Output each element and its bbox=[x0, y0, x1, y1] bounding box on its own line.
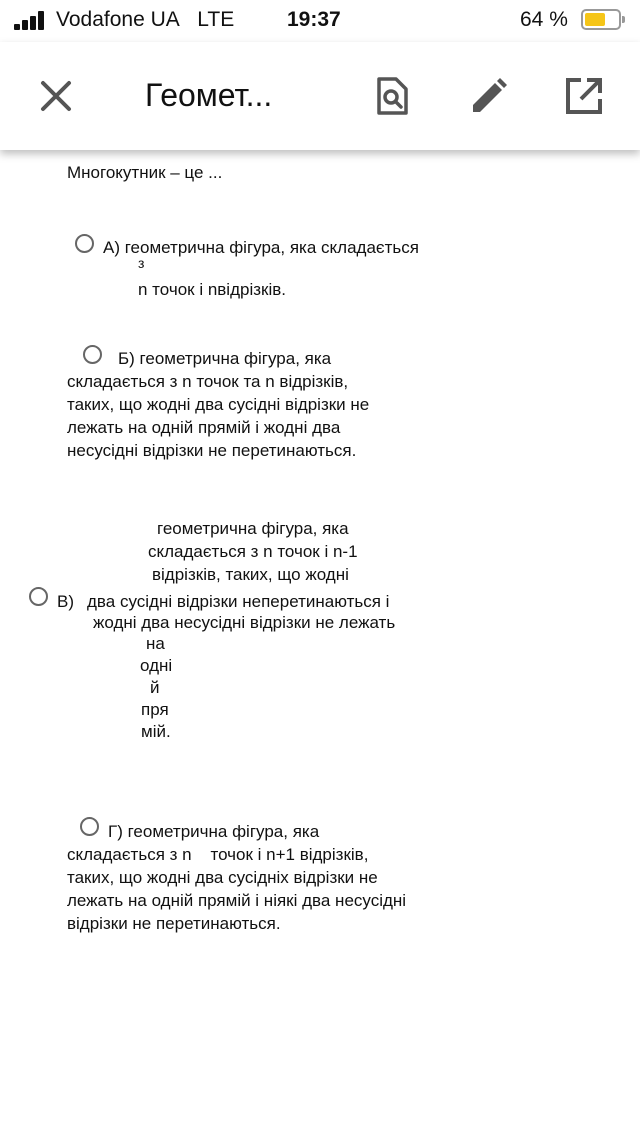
network-type: LTE bbox=[197, 8, 235, 31]
option-d-line5: відрізки не перетинаються. bbox=[67, 914, 281, 933]
option-a-line1: А) геометрична фігура, яка складається bbox=[103, 238, 419, 257]
find-in-document-icon[interactable] bbox=[372, 76, 412, 116]
option-a-line3: n точок і nвідрізків. bbox=[138, 280, 287, 299]
option-c-line10: мій. bbox=[141, 722, 171, 741]
option-b-line5: несусідні відрізки не перетинаються. bbox=[67, 441, 357, 460]
option-a-radio[interactable] bbox=[75, 234, 94, 253]
option-c-line5: жодні два несусідні відрізки не лежать bbox=[93, 613, 396, 632]
open-in-new-icon[interactable] bbox=[564, 76, 604, 116]
battery-percent: 64 % bbox=[520, 8, 568, 31]
option-d-line4: лежать на одній прямій і ніякі два несусідні bbox=[67, 891, 407, 910]
option-c-line1: геометрична фігура, яка bbox=[157, 519, 349, 538]
option-c-radio[interactable] bbox=[29, 587, 48, 606]
option-c-line4: два сусідні відрізки неперетинаються і bbox=[87, 592, 390, 611]
option-d-line2: складається з n точок і n+1 відрізків, bbox=[67, 845, 369, 864]
clock: 19:37 bbox=[287, 8, 341, 31]
carrier-name: Vodafone UA LTE bbox=[56, 8, 235, 31]
edit-pencil-icon[interactable] bbox=[469, 76, 509, 116]
battery-level bbox=[585, 13, 605, 26]
battery-icon bbox=[581, 9, 621, 30]
option-c-line8: й bbox=[150, 678, 160, 697]
option-c-line7: одні bbox=[140, 656, 173, 675]
document-title: Геомет... bbox=[145, 77, 273, 113]
status-bar bbox=[0, 0, 640, 42]
signal-strength-icon bbox=[14, 10, 48, 30]
option-c-line9: пря bbox=[141, 700, 169, 719]
document-toolbar bbox=[0, 42, 640, 150]
option-c-line6: на bbox=[146, 634, 165, 653]
option-c-line2: складається з n точок і n-1 bbox=[148, 542, 358, 561]
option-b-line1: Б) геометрична фігура, яка bbox=[118, 349, 332, 368]
option-c-prefix: В) bbox=[57, 592, 74, 611]
option-d-radio[interactable] bbox=[80, 817, 99, 836]
option-a-line2: з bbox=[138, 255, 145, 271]
option-b-line3: таких, що жодні два сусідні відрізки не bbox=[67, 395, 370, 414]
option-b-line4: лежать на одній прямій і жодні два bbox=[67, 418, 341, 437]
question-text: Многокутник – це ... bbox=[67, 163, 223, 182]
option-b-radio[interactable] bbox=[83, 345, 102, 364]
option-d-line3: таких, що жодні два сусідніх відрізки не bbox=[67, 868, 378, 887]
option-b-line2: складається з n точок та n відрізків, bbox=[67, 372, 349, 391]
close-icon[interactable] bbox=[36, 76, 76, 116]
option-c-line3: відрізків, таких, що жодні bbox=[152, 565, 349, 584]
option-d-line1: Г) геометрична фігура, яка bbox=[108, 822, 320, 841]
document-content bbox=[0, 150, 640, 1136]
